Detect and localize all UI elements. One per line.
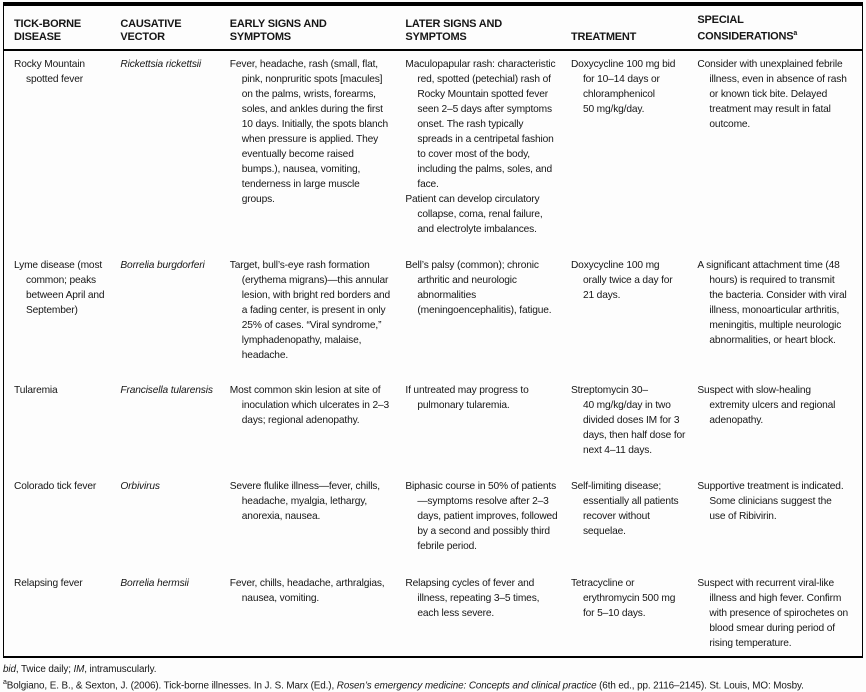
paragraph: Most common skin lesion at site of inoculation which ulcerates in 2–3 days; regional adenopathy. <box>229 384 390 426</box>
cell-early <box>230 50 406 252</box>
cell-vector <box>120 570 229 656</box>
footnote-marker: a <box>793 30 798 37</box>
cell-special <box>697 50 862 252</box>
abbreviation-note <box>3 663 863 677</box>
paragraph: Bell’s palsy (common); chronic arthritic and neurologic abnormalities (meningoencephalitis), fatigue. <box>405 259 552 316</box>
citation-text: Bolgiano, E. B., & Sexton, J. (2006). Tick-borne illnesses. In J. S. Marx (Ed.), <box>6 680 337 692</box>
cell-early <box>230 377 406 473</box>
cell-disease <box>4 473 120 570</box>
cell-early <box>230 473 406 570</box>
paragraph: Rocky Mountain spotted fever <box>14 58 85 85</box>
paragraph: Biphasic course in 50% of patients—symptoms resolve after 2–3 days, patient improves, followed by a second and possibly third febrile period. <box>405 480 558 552</box>
paragraph: Relapsing fever <box>14 577 83 589</box>
column-header-label: TREATMENT <box>570 30 637 43</box>
paragraph: Tularemia <box>14 384 58 396</box>
paragraph: Consider with unexplained febrile illness, even in absence of rash or known tick bite. Delayed treatment may result in fatal outcome. <box>697 58 847 130</box>
cell-later <box>405 50 571 252</box>
cell-vector <box>120 252 229 377</box>
cell-later <box>405 377 571 473</box>
cell-vector <box>120 473 229 570</box>
paragraph: Fever, chills, headache, arthralgias, nausea, vomiting. <box>229 577 385 604</box>
cell-treatment <box>571 570 697 656</box>
cell-special <box>697 570 862 656</box>
footnotes <box>3 663 863 692</box>
paragraph: Borrelia hermsii <box>120 577 189 589</box>
column-header-disease <box>4 6 120 50</box>
cell-treatment <box>571 377 697 473</box>
paragraph: Patient can develop circulatory collapse, coma, renal failure, and electrolyte imbalances. <box>405 193 543 235</box>
column-header-later <box>405 6 571 50</box>
citation <box>3 676 863 692</box>
paragraph: Tetracycline or erythromycin 500 mg for 5–10 days. <box>570 577 676 619</box>
column-header-label: LATER SIGNS AND SYMPTOMS <box>405 17 503 43</box>
citation-marker: a <box>3 679 7 687</box>
paragraph: Severe flulike illness—fever, chills, headache, myalgia, lethargy, anorexia, nausea. <box>229 480 380 522</box>
paragraph: Colorado tick fever <box>14 480 97 492</box>
cell-vector <box>120 50 229 252</box>
cell-early <box>230 570 406 656</box>
cell-disease <box>4 50 120 252</box>
column-header-label: SPECIAL CONSIDERATIONS <box>697 14 794 43</box>
column-header-early <box>230 6 406 50</box>
paragraph: Streptomycin 30–40 mg/kg/day in two divided doses IM for 3 days, then half dose for next 4–11 days. <box>570 384 686 456</box>
cell-later <box>405 570 571 656</box>
table-row <box>4 50 862 252</box>
column-header-treatment <box>571 6 697 50</box>
cell-early <box>230 252 406 377</box>
paragraph: Relapsing cycles of fever and illness, repeating 3–5 times, each less severe. <box>405 577 540 619</box>
abbrev-bid: bid <box>3 663 16 675</box>
citation-book-title: Rosen’s emergency medicine: Concepts and clinical practice <box>336 680 597 692</box>
cell-disease <box>4 252 120 377</box>
tick-borne-disease-table <box>3 2 863 658</box>
abbrev-bid-definition: , Twice daily; <box>15 663 74 675</box>
paragraph: Doxycycline 100 mg orally twice a day for 21 days. <box>570 259 673 301</box>
cell-vector <box>120 377 229 473</box>
cell-disease <box>4 377 120 473</box>
cell-special <box>697 473 862 570</box>
cell-later <box>405 252 571 377</box>
column-header-special <box>697 6 862 50</box>
table-row <box>4 252 862 377</box>
cell-treatment <box>571 50 697 252</box>
table-row <box>4 473 862 570</box>
table-header <box>4 6 862 50</box>
table-row <box>4 377 862 473</box>
column-header-vector <box>120 6 229 50</box>
cell-special <box>697 252 862 377</box>
paragraph: A significant attachment time (48 hours) is required to transmit the bacteria. Consider with viral illness, monoarticular arthritis, meningitis, multiple neurologic abnormalities, or heart block. <box>697 259 847 346</box>
paragraph: Borrelia burgdorferi <box>120 259 205 271</box>
paragraph: If untreated may progress to pulmonary tularemia. <box>405 384 529 411</box>
paragraph: Supportive treatment is indicated. Some clinicians suggest the use of Ribivirin. <box>697 480 844 522</box>
paragraph: Fever, headache, rash (small, flat, pink, nonpruritic spots [macules] on the palms, wrists, forearms, soles, and ankles during the first 10 days. Initially, the spots blanch when pressure is applied. They eventually become raised bumps.), nausea, vomiting, tenderness in large muscle groups. <box>229 58 388 205</box>
cell-treatment <box>571 252 697 377</box>
paragraph: Doxycycline 100 mg bid for 10–14 days or chloramphenicol 50 mg/kg/day. <box>570 58 676 115</box>
table-body <box>4 50 862 656</box>
column-header-label: CAUSATIVE VECTOR <box>120 17 182 43</box>
paragraph: Orbivirus <box>120 480 160 492</box>
paragraph: Target, bull’s-eye rash formation (erythema migrans)—this annular lesion, with bright red borders and a fading center, is present in only 25% of cases. “Viral syndrome,” lymphadenopathy, malaise, headache. <box>229 259 390 361</box>
reference-table <box>4 6 862 656</box>
abbrev-im: IM <box>73 663 85 675</box>
cell-disease <box>4 570 120 656</box>
cell-later <box>405 473 571 570</box>
paragraph: Francisella tularensis <box>120 384 213 396</box>
paragraph: Suspect with recurrent viral-like illness and high fever. Confirm with presence of spirochetes on blood smear during period of rising temperature. <box>697 577 849 649</box>
cell-treatment <box>571 473 697 570</box>
paragraph: Suspect with slow-healing extremity ulcers and regional adenopathy. <box>697 384 836 426</box>
citation-text-end: (6th ed., pp. 2116–2145). St. Louis, MO: Mosby. <box>596 680 804 692</box>
paragraph: Rickettsia rickettsii <box>120 58 202 70</box>
cell-special <box>697 377 862 473</box>
paragraph: Self-limiting disease; essentially all patients recover without sequelae. <box>570 480 679 537</box>
table-row <box>4 570 862 656</box>
abbrev-im-definition: , intramuscularly. <box>84 663 157 675</box>
paragraph: Lyme disease (most common; peaks between April and September) <box>14 259 105 316</box>
column-header-label: TICK-BORNE DISEASE <box>14 17 82 43</box>
header-row <box>4 6 862 50</box>
paragraph: Maculopapular rash: characteristic red, spotted (petechial) rash of Rocky Mountain spotted fever seen 2–5 days after symptoms onset. The rash typically spreads in a centripetal fashion to cover most of the body, including the palms, soles, and face. <box>405 58 556 190</box>
column-header-label: EARLY SIGNS AND SYMPTOMS <box>229 17 327 43</box>
